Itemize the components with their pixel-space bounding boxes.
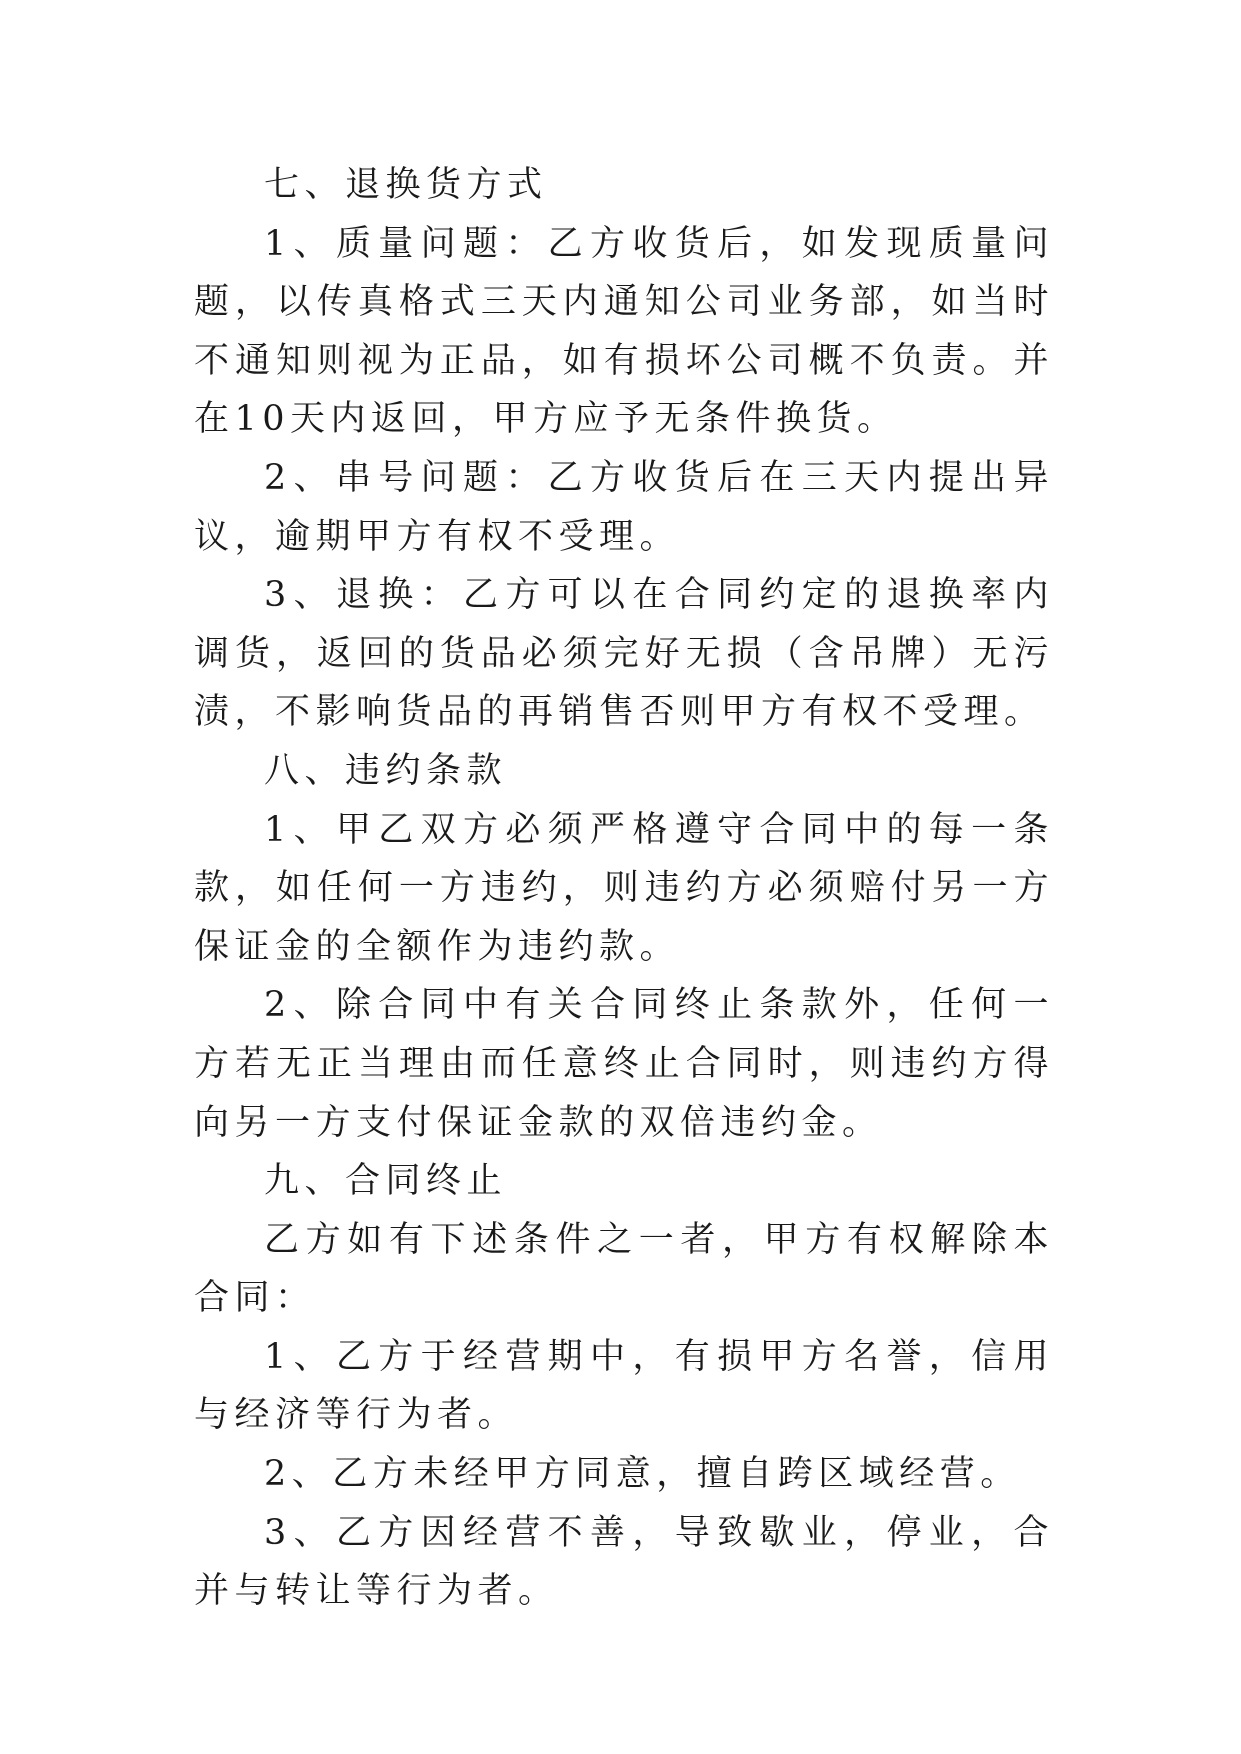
paragraph-termination-intro: 乙方如有下述条件之一者，甲方有权解除本合同： — [194, 1219, 1054, 1319]
document-body — [194, 156, 1054, 1621]
paragraph-termination-1: 1、乙方于经营期中，有损甲方名誉，信用与经济等行为者。 — [194, 1336, 1054, 1436]
section-heading-termination: 九、合同终止 — [264, 1161, 508, 1202]
paragraph-quality-issue: 1、质量问题：乙方收货后，如发现质量问题，以传真格式三天内通知公司业务部，如当时不通知则视为正品，如有损坏公司概不负责。并在10天内返回，甲方应予无条件换货。 — [194, 223, 1054, 440]
section-heading-return-exchange: 七、退换货方式 — [264, 165, 548, 205]
paragraph-serial-issue: 2、串号问题：乙方收货后在三天内提出异议，逾期甲方有权不受理。 — [194, 457, 1054, 557]
paragraph-termination-3: 3、乙方因经营不善，导致歇业，停业，合并与转让等行为者。 — [194, 1512, 1054, 1612]
paragraph-breach-clause-1: 1、甲乙双方必须严格遵守合同中的每一条款，如任何一方违约，则违约方必须赔付另一方保证金的全额作为违约款。 — [194, 809, 1054, 967]
paragraph-exchange: 3、退换：乙方可以在合同约定的退换率内调货，返回的货品必须完好无损（含吊牌）无污渍，不影响货品的再销售否则甲方有权不受理。 — [194, 575, 1054, 733]
paragraph-termination-2: 2、乙方未经甲方同意，擅自跨区域经营。 — [264, 1454, 1021, 1495]
paragraph-breach-clause-2: 2、除合同中有关合同终止条款外，任何一方若无正当理由而任意终止合同时，则违约方得向另一方支付保证金款的双倍违约金。 — [194, 985, 1054, 1143]
section-heading-breach: 八、违约条款 — [264, 750, 508, 791]
